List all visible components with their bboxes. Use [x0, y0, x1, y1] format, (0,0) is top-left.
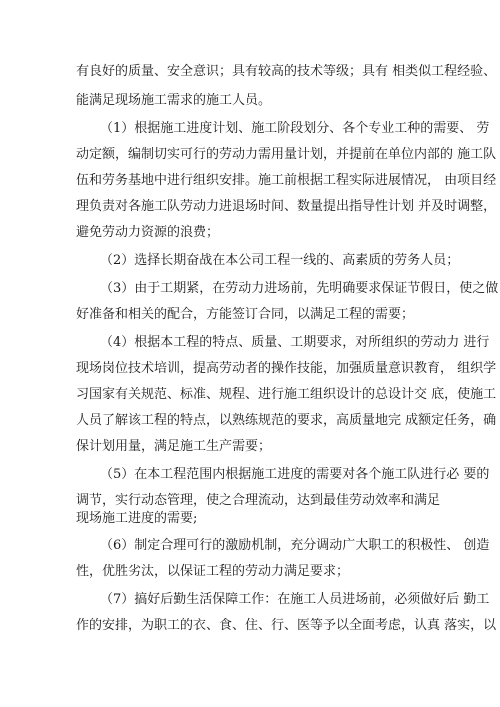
text-line: （1）根据施工进度计划、施工阶段划分、各个专业工种的需要、 劳 [100, 121, 490, 136]
text-line: 保计划用量，满足施工生产需要； [76, 439, 272, 454]
text-line: 伍和劳务基地中进行组织安排。施工前根据工程实际进展情况， 由项目经 [76, 173, 497, 188]
text-line: （7）搞好后勤生活保障工作：在施工人员进场前，必须做好后 勤工 [100, 592, 490, 607]
text-line: 理负责对各施工队劳动力进退场时间、数量提出指导性计划 并及时调整， [76, 199, 497, 214]
text-line: 好准备和相关的配合，方能签订合同，以满足工程的需要； [76, 307, 415, 322]
text-line: （6）制定合理可行的激励机制，充分调动广大职工的积极性、 创造 [100, 538, 490, 553]
text-line: （4）根据本工程的特点、质量、工期要求，对所组织的劳动力 进行 [100, 335, 490, 350]
text-line: （5）在本工程范围内根据施工进度的需要对各个施工队进行必 要的 [100, 467, 490, 482]
text-line: 能满足现场施工需求的施工人员。 [76, 93, 272, 108]
text-line: 作的安排，为职工的衣、食、住、行、医等予以全面考虑，认真 落实，以 [76, 618, 497, 633]
text-line: 动定额，编制切实可行的劳动力需用量计划，并提前在单位内部的 施工队 [76, 147, 497, 162]
text-line: 避免劳动力资源的浪费； [76, 225, 220, 240]
text-line: 有良好的质量、安全意识；具有较高的技术等级；具有 相类似工程经验、 [76, 64, 497, 79]
text-line: 调节，实行动态管理，使之合理流动，达到最佳劳动效率和满足 [76, 493, 441, 508]
text-line: 性，优胜劣汰，以保证工程的劳动力满足要求； [76, 564, 350, 579]
text-line: 现场施工进度的需要; [76, 511, 198, 526]
text-line: 习国家有关规范、标准、规程、进行施工组织设计的总设计交 底，使施工 [76, 387, 497, 402]
text-line: （3）由于工期紧，在劳动力进场前，先明确要求保证节假日，使之做 [100, 281, 499, 296]
text-line: （2）选择长期奋战在本公司工程一线的、高素质的劳务人员； [100, 253, 460, 268]
text-line: 人员了解该工程的特点，以熟练规范的要求，高质量地完 成额定任务，确 [76, 413, 497, 428]
text-line: 现场岗位技术培训，提高劳动者的操作技能，加强质量意识教育， 组织学 [76, 361, 497, 376]
